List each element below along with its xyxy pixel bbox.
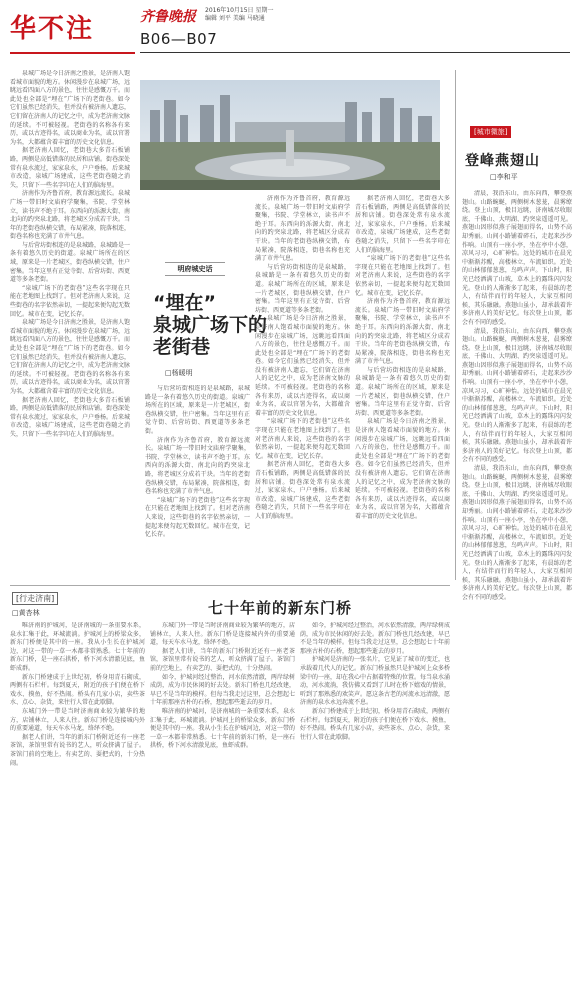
- article1-paragraph: 据老济南人回忆，老街巷大多青石板铺路，两侧是高低错落的民居和店铺。街巷深处常有泉水流过，家家泉水，户户垂杨。后来城市改造，泉城广场建成，这些老街巷随之消失，只留下一些名字印在人们的脑海里。: [10, 147, 130, 189]
- series-tag: 明府城史话: [165, 262, 225, 276]
- article1-paragraph: 济南作为齐鲁首府，教育源远流长。泉城广场一带旧时文庙府学聚集，书院、学堂林立，读书声不绝于耳。东西向的泺源大街、南北向的趵突泉北路，将老城区分成若干块。当年的老街巷纵横交错，布局紧凑，院落相连，街巷名称也充满了市井气息。: [355, 298, 450, 366]
- article1-paragraph: 与后营坊街相连的是泉城路，泉城路是一条有着悠久历史的街道。泉城广场所在的区域，原来是一片老城区，街巷纵横交错，住户密集。当年这里有正觉寺街、后营坊街、西更道等多条老街。: [145, 385, 250, 435]
- article1-column-4: [145, 385, 250, 580]
- article1-paragraph: 济南作为齐鲁首府，教育源远流长。泉城广场一带旧时文庙府学聚集，书院、学堂林立，读书声不绝于耳。东西向的泺源大街、南北向的趵突泉北路，将老城区分成若干块。当年的老街巷纵横交错，布局紧凑，院落相连，街巷名称也充满了市井气息。: [255, 195, 350, 263]
- article2-paragraph: 东城门外一带是当时济南商业较为繁华的地方，店铺林立，人来人往。新东门桥是连接城内外的重要通道，每天车水马龙，络绎不绝。: [150, 622, 295, 647]
- article2-paragraph: 如今，护城河经过整治，河水依然清澈，两岸绿树成荫，成为市民休闲的好去处。新东门桥也几经改建，早已不是当年的模样。但每当我走过这里，总会想起七十年前那座古朴的石桥，想起那些逝去的岁月。: [300, 622, 450, 655]
- page-section: B06—B07: [140, 30, 218, 48]
- article1-paragraph: 济南作为齐鲁首府，教育源远流长。泉城广场一带旧时文庙府学聚集，书院、学堂林立，读书声不绝于耳。东西向的泺源大街、南北向的趵突泉北路，将老城区分成若干块。当年的老街巷纵横交错，布局紧凑，院落相连，街巷名称也充满了市井气息。: [10, 190, 130, 241]
- title-underline: [10, 52, 135, 54]
- article1-paragraph: 泉城广场是今日济南之胜景，是济南人饱看城市面貌的地方。休闲漫步在泉城广场，远眺远看四面八方的景色，往往是感慨万千。而此处也全部是“埋在”广场下的老街巷。如今它们虽然已经消失，但并没有被济南人遗忘，它们留在济南人的记忆之中，成为老济南文脉的延续。不可被轻视。老街巷的名称各有来历，或以古迹得名，或以商业为名，或以官署为名，大都蕴含着丰富的历史文化信息。: [10, 319, 130, 395]
- article2-paragraph: 新东门桥建成于上世纪初，桥身用青石砌成，两侧有石栏杆。每到夏天，附近的孩子们便在桥下戏水、摸鱼，好不热闹。桥头有几家小店，卖些茶水、点心、杂货，来往行人常在此歇脚。: [300, 707, 450, 741]
- column-divider: [455, 70, 456, 580]
- article1-paragraph: “泉城广场下的老街巷”这些名字现在只能在老地图上找到了。但对老济南人来说，这些街巷的名字依然亲切，一提起来便勾起无数回忆。城市在变，记忆长存。: [355, 255, 450, 297]
- article2-paragraph: 唯济南的护城河，是济南城的一条重要水系，泉水汇集于此，环城流淌。护城河上的桥梁众多，新东门桥便是其中的一座。我从小生长在护城河边，对这一带的一草一木都非常熟悉。七十年前的新东门桥，是一座石拱桥，桥下河水清澈见底，鱼虾成群。: [10, 622, 145, 672]
- poem-title: 登峰燕翅山: [465, 153, 540, 169]
- poem-paragraph: 清晨，我沿东山，由东向西，攀登燕翅山。山路蜿蜒，两侧树木葱茏，晨雾缭绕。登上山顶，极目远眺，济南城尽收眼底，千佛山、大明湖、趵突泉遥遥可见。燕翅山因形似燕子展翅而得名，山势不高却秀丽。山间小路铺着碎石，走起来沙沙作响。山顶有一座小亭，坐在亭中小憩，凉风习习，心旷神怡。远处的城市在晨光中渐渐苏醒，高楼林立，车流如织。近处的山林郁郁葱葱，鸟鸣声声。下山时，阳光已经洒满了山坡，草木上的露珠闪闪发光。登山的人渐渐多了起来，有晨练的老人，有结伴而行的年轻人，大家互相问候，其乐融融。燕翅山虽小，却承载着许多济南人的美好记忆。每次登上山顶，都会有不同的感受。: [462, 327, 572, 464]
- article1-paragraph: 与后营坊街相连的是泉城路，泉城路是一条有着悠久历史的街道。泉城广场所在的区域，原来是一片老城区，街巷纵横交错，住户密集。当年这里有正觉寺街、后营坊街、西更道等多条老街。: [10, 241, 130, 284]
- article1-column-2: [255, 195, 350, 580]
- article1-paragraph: 据老济南人回忆，老街巷大多青石板铺路，两侧是高低错落的民居和店铺。街巷深处常有泉水流过，家家泉水，户户垂杨。后来城市改造，泉城广场建成，这些老街巷随之消失，只留下一些名字印在人们的脑海里。: [10, 396, 130, 438]
- page-title: 华不注: [10, 14, 95, 44]
- issue-meta: [205, 7, 273, 23]
- article2-paragraph: 护城河是济南的一张名片，它见证了城市的变迁，也承载着几代人的记忆。新东门桥虽然只是护城河上众多桥梁中的一座，却在我心中占据着特殊的位置。每当泉水涌动，河水流淌，我仿佛又看到了儿时在桥下嬉戏的情景，听到了那熟悉的欢笑声。愿这条古老的河流永远清澈，愿济南的泉水永远奔流不息。: [300, 656, 450, 707]
- issue-date: 2016年10月15日 星期一: [205, 7, 274, 14]
- poem-byline: □李和平: [490, 173, 518, 181]
- article2-paragraph: 如今，护城河经过整治，河水依然清澈，两岸绿树成荫，成为市民休闲的好去处。新东门桥也几经改建，早已不是当年的模样。但每当我走过这里，总会想起七十年前那座古朴的石桥，想起那些逝去的岁月。: [150, 673, 295, 707]
- city-square-photo: [140, 80, 440, 190]
- article1-paragraph: “泉城广场下的老街巷”这些名字现在只能在老地图上找到了。但对老济南人来说，这些街巷的名字依然亲切，一提起来便勾起无数回忆。城市在变，记忆长存。: [255, 418, 350, 460]
- article1-paragraph: 与后营坊街相连的是泉城路，泉城路是一条有着悠久历史的街道。泉城广场所在的区域，原来是一片老城区，街巷纵横交错，住户密集。当年这里有正觉寺街、后营坊街、西更道等多条老街。: [255, 263, 350, 314]
- article2-section-tag: [行走济南]: [12, 592, 58, 605]
- article1-byline: □杨暖明: [165, 369, 193, 377]
- section-divider: [10, 585, 450, 586]
- article1-paragraph: 据老济南人回忆，老街巷大多青石板铺路，两侧是高低错落的民居和店铺。街巷深处常有泉水流过，家家泉水，户户垂杨。后来城市改造，泉城广场建成，这些老街巷随之消失，只留下一些名字印在人们的脑海里。: [255, 461, 350, 520]
- article1-paragraph: 与后营坊街相连的是泉城路，泉城路是一条有着悠久历史的街道。泉城广场所在的区域，原来是一片老城区，街巷纵横交错，住户密集。当年这里有正觉寺街、后营坊街、西更道等多条老街。: [355, 366, 450, 417]
- article1-paragraph: “泉城广场下的老街巷”这些名字现在只能在老地图上找到了。但对老济南人来说，这些街巷的名字依然亲切，一提起来便勾起无数回忆。城市在变，记忆长存。: [10, 284, 130, 318]
- poem-paragraph: 清晨，我沿东山，由东向西，攀登燕翅山。山路蜿蜒，两侧树木葱茏，晨雾缭绕。登上山顶，极目远眺，济南城尽收眼底，千佛山、大明湖、趵突泉遥遥可见。燕翅山因形似燕子展翅而得名，山势不高却秀丽。山间小路铺着碎石，走起来沙沙作响。山顶有一座小亭，坐在亭中小憩，凉风习习，心旷神怡。远处的城市在晨光中渐渐苏醒，高楼林立，车流如织。近处的山林郁郁葱葱，鸟鸣声声。下山时，阳光已经洒满了山坡，草木上的露珠闪闪发光。登山的人渐渐多了起来，有晨练的老人，有结伴而行的年轻人，大家互相问候，其乐融融。燕翅山虽小，却承载着许多济南人的美好记忆。每次登上山顶，都会有不同的感受。: [462, 465, 572, 601]
- article2-paragraph: 东城门外一带是当时济南商业较为繁华的地方，店铺林立，人来人往。新东门桥是连接城内外的重要通道，每天车水马龙，络绎不绝。: [10, 707, 145, 733]
- article1-column-1: [10, 70, 130, 580]
- article2-paragraph: 据老人们讲，当年的新东门桥附近还有一座老茶馆，茶馆里常有说书的艺人，听众挤满了屋子。茶馆门前的空地上，有卖艺的、耍把式的，十分热闹。: [150, 647, 295, 672]
- masthead: [0, 0, 580, 55]
- headline-line: 泉城广场下的: [153, 314, 268, 336]
- newspaper-brand: 齐鲁晚报: [140, 9, 196, 25]
- headline-line: 老街巷: [153, 336, 211, 358]
- editor-credits: 编辑 刘平 美编 马晓通: [205, 15, 265, 22]
- article1-paragraph: 据老济南人回忆，老街巷大多青石板铺路，两侧是高低错落的民居和店铺。街巷深处常有泉水流过，家家泉水，户户垂杨。后来城市改造，泉城广场建成，这些老街巷随之消失，只留下一些名字印在人们的脑海里。: [355, 195, 450, 254]
- article1-paragraph: “泉城广场下的老街巷”这些名字现在只能在老地图上找到了。但对老济南人来说，这些街巷的名字依然亲切，一提起来便勾起无数回忆。城市在变，记忆长存。: [145, 496, 250, 539]
- article1-headline: [153, 292, 267, 358]
- header-rule: [140, 52, 570, 53]
- article1-column-3: [355, 195, 450, 580]
- article1-paragraph: 泉城广场是今日济南之胜景，是济南人饱看城市面貌的地方。休闲漫步在泉城广场，远眺远看四面八方的景色，往往是感慨万千。而此处也全部是“埋在”广场下的老街巷。如今它们虽然已经消失，但并没有被济南人遗忘，它们留在济南人的记忆之中，成为老济南文脉的延续。不可被轻视。老街巷的名称各有来历，或以古迹得名，或以商业为名，或以官署为名，大都蕴含着丰富的历史文化信息。: [255, 315, 350, 417]
- headline-line: “埋在”: [153, 292, 216, 314]
- article2-byline: □黄杏林: [12, 609, 40, 617]
- poem-paragraph: 清晨，我沿东山，由东向西，攀登燕翅山。山路蜿蜒，两侧树木葱茏，晨雾缭绕。登上山顶，极目远眺，济南城尽收眼底，千佛山、大明湖、趵突泉遥遥可见。燕翅山因形似燕子展翅而得名，山势不高却秀丽。山间小路铺着碎石，走起来沙沙作响。山顶有一座小亭，坐在亭中小憩，凉风习习，心旷神怡。远处的城市在晨光中渐渐苏醒，高楼林立，车流如织。近处的山林郁郁葱葱，鸟鸣声声。下山时，阳光已经洒满了山坡，草木上的露珠闪闪发光。登山的人渐渐多了起来，有晨练的老人，有结伴而行的年轻人，大家互相问候，其乐融融。燕翅山虽小，却承载着许多济南人的美好记忆。每次登上山顶，都会有不同的感受。: [462, 190, 572, 326]
- article1-paragraph: 济南作为齐鲁首府，教育源远流长。泉城广场一带旧时文庙府学聚集，书院、学堂林立，读书声不绝于耳。东西向的泺源大街、南北向的趵突泉北路，将老城区分成若干块。当年的老街巷纵横交错，布局紧凑，院落相连，街巷名称也充满了市井气息。: [145, 436, 250, 496]
- article2-column-3: [300, 622, 450, 987]
- poem-section-tag: [城市微旅]: [470, 126, 511, 138]
- article1-paragraph: 泉城广场是今日济南之胜景，是济南人饱看城市面貌的地方。休闲漫步在泉城广场，远眺远看四面八方的景色，往往是感慨万千。而此处也全部是“埋在”广场下的老街巷。如今它们虽然已经消失，但并没有被济南人遗忘，它们留在济南人的记忆之中，成为老济南文脉的延续。不可被轻视。老街巷的名称各有来历，或以古迹得名，或以商业为名，或以官署为名，大都蕴含着丰富的历史文化信息。: [10, 70, 130, 146]
- article2-paragraph: 新东门桥建成于上世纪初，桥身用青石砌成，两侧有石栏杆。每到夏天，附近的孩子们便在桥下戏水、摸鱼，好不热闹。桥头有几家小店，卖些茶水、点心、杂货，来往行人常在此歇脚。: [10, 673, 145, 707]
- article2-column-1: [10, 622, 145, 987]
- article2-paragraph: 据老人们讲，当年的新东门桥附近还有一座老茶馆，茶馆里常有说书的艺人，听众挤满了屋子。茶馆门前的空地上，有卖艺的、耍把式的，十分热闹。: [10, 733, 145, 767]
- article2-column-2: [150, 622, 295, 987]
- poem-body: [462, 190, 572, 985]
- article2-paragraph: 唯济南的护城河，是济南城的一条重要水系，泉水汇集于此，环城流淌。护城河上的桥梁众多，新东门桥便是其中的一座。我从小生长在护城河边，对这一带的一草一木都非常熟悉。七十年前的新东门桥，是一座石拱桥，桥下河水清澈见底，鱼虾成群。: [150, 707, 295, 750]
- article2-headline: 七十年前的新东门桥: [208, 599, 353, 617]
- article1-paragraph: 泉城广场是今日济南之胜景，是济南人饱看城市面貌的地方。休闲漫步在泉城广场，远眺远看四面八方的景色，往往是感慨万千。而此处也全部是“埋在”广场下的老街巷。如今它们虽然已经消失，但并没有被济南人遗忘，它们留在济南人的记忆之中，成为老济南文脉的延续。不可被轻视。老街巷的名称各有来历，或以古迹得名，或以商业为名，或以官署为名，大都蕴含着丰富的历史文化信息。: [355, 418, 450, 520]
